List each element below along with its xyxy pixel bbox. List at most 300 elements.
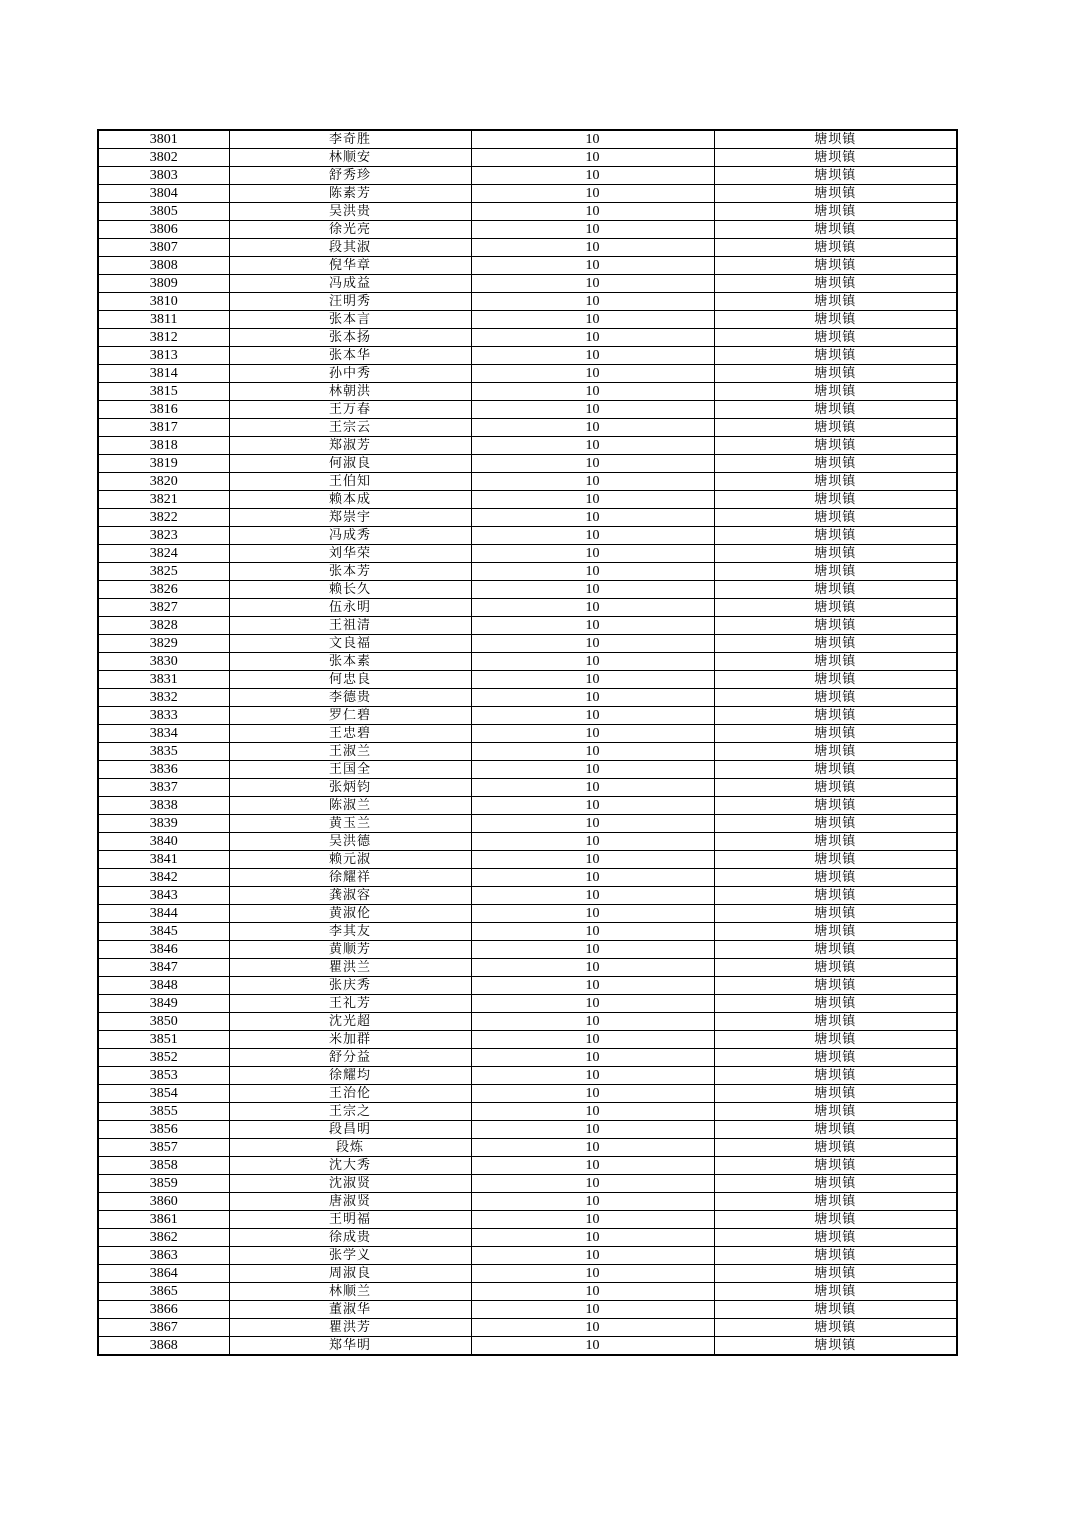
row-number-cell: 3833: [98, 707, 229, 725]
table-row: [98, 797, 957, 815]
person-name-cell: 沈大秀: [229, 1157, 471, 1175]
table-row: [98, 545, 957, 563]
amount-cell: 10: [471, 347, 714, 365]
table-row: [98, 509, 957, 527]
table-row: [98, 347, 957, 365]
town-name-cell: 塘坝镇: [714, 959, 957, 977]
town-name-cell: 塘坝镇: [714, 329, 957, 347]
row-number-cell: 3844: [98, 905, 229, 923]
amount-cell: 10: [471, 401, 714, 419]
table-row: [98, 1175, 957, 1193]
amount-cell: 10: [471, 941, 714, 959]
amount-cell: 10: [471, 185, 714, 203]
person-name-cell: 林顺兰: [229, 1283, 471, 1301]
town-name-cell: 塘坝镇: [714, 437, 957, 455]
town-name-cell: 塘坝镇: [714, 167, 957, 185]
table-row: [98, 941, 957, 959]
town-name-cell: 塘坝镇: [714, 1337, 957, 1356]
row-number-cell: 3866: [98, 1301, 229, 1319]
table-row: [98, 437, 957, 455]
town-name-cell: 塘坝镇: [714, 203, 957, 221]
table-row: [98, 167, 957, 185]
person-name-cell: 沈光超: [229, 1013, 471, 1031]
row-number-cell: 3814: [98, 365, 229, 383]
person-name-cell: 倪华章: [229, 257, 471, 275]
town-name-cell: 塘坝镇: [714, 1085, 957, 1103]
person-name-cell: 瞿洪兰: [229, 959, 471, 977]
row-number-cell: 3834: [98, 725, 229, 743]
town-name-cell: 塘坝镇: [714, 653, 957, 671]
town-name-cell: 塘坝镇: [714, 401, 957, 419]
person-name-cell: 王宗云: [229, 419, 471, 437]
row-number-cell: 3802: [98, 149, 229, 167]
amount-cell: 10: [471, 509, 714, 527]
table-row: [98, 1337, 957, 1356]
row-number-cell: 3805: [98, 203, 229, 221]
town-name-cell: 塘坝镇: [714, 1121, 957, 1139]
town-name-cell: 塘坝镇: [714, 1211, 957, 1229]
town-name-cell: 塘坝镇: [714, 1031, 957, 1049]
amount-cell: 10: [471, 743, 714, 761]
table-row: [98, 1085, 957, 1103]
amount-cell: 10: [471, 833, 714, 851]
person-name-cell: 王忠碧: [229, 725, 471, 743]
amount-cell: 10: [471, 563, 714, 581]
town-name-cell: 塘坝镇: [714, 563, 957, 581]
town-name-cell: 塘坝镇: [714, 851, 957, 869]
table-row: [98, 221, 957, 239]
person-name-cell: 黄顺芳: [229, 941, 471, 959]
person-name-cell: 董淑华: [229, 1301, 471, 1319]
amount-cell: 10: [471, 527, 714, 545]
table-row: [98, 419, 957, 437]
table-row: [98, 1103, 957, 1121]
table-row: [98, 1211, 957, 1229]
table-row: [98, 599, 957, 617]
amount-cell: 10: [471, 1049, 714, 1067]
table-row: [98, 401, 957, 419]
amount-cell: 10: [471, 1229, 714, 1247]
row-number-cell: 3823: [98, 527, 229, 545]
person-name-cell: 赖长久: [229, 581, 471, 599]
row-number-cell: 3827: [98, 599, 229, 617]
town-name-cell: 塘坝镇: [714, 473, 957, 491]
row-number-cell: 3830: [98, 653, 229, 671]
town-name-cell: 塘坝镇: [714, 761, 957, 779]
row-number-cell: 3813: [98, 347, 229, 365]
table-row: [98, 1301, 957, 1319]
person-name-cell: 郑华明: [229, 1337, 471, 1356]
row-number-cell: 3836: [98, 761, 229, 779]
amount-cell: 10: [471, 1301, 714, 1319]
person-name-cell: 孙中秀: [229, 365, 471, 383]
row-number-cell: 3815: [98, 383, 229, 401]
person-name-cell: 舒分益: [229, 1049, 471, 1067]
town-name-cell: 塘坝镇: [714, 275, 957, 293]
town-name-cell: 塘坝镇: [714, 293, 957, 311]
amount-cell: 10: [471, 293, 714, 311]
person-name-cell: 龚淑容: [229, 887, 471, 905]
amount-cell: 10: [471, 599, 714, 617]
person-name-cell: 段炼: [229, 1139, 471, 1157]
person-name-cell: 唐淑贤: [229, 1193, 471, 1211]
amount-cell: 10: [471, 221, 714, 239]
amount-cell: 10: [471, 203, 714, 221]
amount-cell: 10: [471, 851, 714, 869]
town-name-cell: 塘坝镇: [714, 617, 957, 635]
amount-cell: 10: [471, 995, 714, 1013]
person-name-cell: 李奇胜: [229, 130, 471, 149]
person-name-cell: 吴洪德: [229, 833, 471, 851]
row-number-cell: 3831: [98, 671, 229, 689]
town-name-cell: 塘坝镇: [714, 599, 957, 617]
town-name-cell: 塘坝镇: [714, 1049, 957, 1067]
row-number-cell: 3868: [98, 1337, 229, 1356]
table-row: [98, 527, 957, 545]
person-name-cell: 文良福: [229, 635, 471, 653]
amount-cell: 10: [471, 815, 714, 833]
person-name-cell: 冯成益: [229, 275, 471, 293]
town-name-cell: 塘坝镇: [714, 383, 957, 401]
person-name-cell: 王明福: [229, 1211, 471, 1229]
row-number-cell: 3807: [98, 239, 229, 257]
amount-cell: 10: [471, 1157, 714, 1175]
amount-cell: 10: [471, 1265, 714, 1283]
town-name-cell: 塘坝镇: [714, 779, 957, 797]
town-name-cell: 塘坝镇: [714, 1229, 957, 1247]
amount-cell: 10: [471, 635, 714, 653]
town-name-cell: 塘坝镇: [714, 149, 957, 167]
town-name-cell: 塘坝镇: [714, 419, 957, 437]
row-number-cell: 3811: [98, 311, 229, 329]
row-number-cell: 3856: [98, 1121, 229, 1139]
table-row: [98, 203, 957, 221]
row-number-cell: 3821: [98, 491, 229, 509]
table-row: [98, 1319, 957, 1337]
amount-cell: 10: [471, 1013, 714, 1031]
amount-cell: 10: [471, 257, 714, 275]
person-name-cell: 瞿洪芳: [229, 1319, 471, 1337]
row-number-cell: 3862: [98, 1229, 229, 1247]
table-row: [98, 779, 957, 797]
town-name-cell: 塘坝镇: [714, 527, 957, 545]
row-number-cell: 3819: [98, 455, 229, 473]
amount-cell: 10: [471, 779, 714, 797]
town-name-cell: 塘坝镇: [714, 977, 957, 995]
table-row: [98, 239, 957, 257]
town-name-cell: 塘坝镇: [714, 1067, 957, 1085]
town-name-cell: 塘坝镇: [714, 1157, 957, 1175]
table-row: [98, 1031, 957, 1049]
town-name-cell: 塘坝镇: [714, 869, 957, 887]
amount-cell: 10: [471, 167, 714, 185]
amount-cell: 10: [471, 1031, 714, 1049]
town-name-cell: 塘坝镇: [714, 1247, 957, 1265]
table-row: [98, 959, 957, 977]
table-row: [98, 743, 957, 761]
table-row: [98, 455, 957, 473]
row-number-cell: 3822: [98, 509, 229, 527]
amount-cell: 10: [471, 1283, 714, 1301]
person-name-cell: 汪明秀: [229, 293, 471, 311]
amount-cell: 10: [471, 1337, 714, 1356]
row-number-cell: 3843: [98, 887, 229, 905]
roster-table: [97, 129, 958, 1356]
town-name-cell: 塘坝镇: [714, 905, 957, 923]
amount-cell: 10: [471, 689, 714, 707]
row-number-cell: 3812: [98, 329, 229, 347]
row-number-cell: 3840: [98, 833, 229, 851]
amount-cell: 10: [471, 383, 714, 401]
row-number-cell: 3867: [98, 1319, 229, 1337]
row-number-cell: 3832: [98, 689, 229, 707]
town-name-cell: 塘坝镇: [714, 1283, 957, 1301]
person-name-cell: 张本言: [229, 311, 471, 329]
town-name-cell: 塘坝镇: [714, 1103, 957, 1121]
row-number-cell: 3804: [98, 185, 229, 203]
amount-cell: 10: [471, 1175, 714, 1193]
table-row: [98, 329, 957, 347]
amount-cell: 10: [471, 617, 714, 635]
table-row: [98, 689, 957, 707]
table-row: [98, 311, 957, 329]
row-number-cell: 3808: [98, 257, 229, 275]
amount-cell: 10: [471, 1121, 714, 1139]
person-name-cell: 段其淑: [229, 239, 471, 257]
amount-cell: 10: [471, 959, 714, 977]
row-number-cell: 3829: [98, 635, 229, 653]
row-number-cell: 3841: [98, 851, 229, 869]
table-row: [98, 383, 957, 401]
row-number-cell: 3861: [98, 1211, 229, 1229]
person-name-cell: 舒秀珍: [229, 167, 471, 185]
amount-cell: 10: [471, 905, 714, 923]
table-row: [98, 725, 957, 743]
person-name-cell: 刘华荣: [229, 545, 471, 563]
table-row: [98, 1193, 957, 1211]
amount-cell: 10: [471, 761, 714, 779]
person-name-cell: 冯成秀: [229, 527, 471, 545]
town-name-cell: 塘坝镇: [714, 347, 957, 365]
person-name-cell: 徐耀祥: [229, 869, 471, 887]
person-name-cell: 徐光亮: [229, 221, 471, 239]
amount-cell: 10: [471, 1319, 714, 1337]
town-name-cell: 塘坝镇: [714, 1013, 957, 1031]
town-name-cell: 塘坝镇: [714, 797, 957, 815]
table-row: [98, 149, 957, 167]
person-name-cell: 张学义: [229, 1247, 471, 1265]
table-row: [98, 563, 957, 581]
row-number-cell: 3818: [98, 437, 229, 455]
amount-cell: 10: [471, 1103, 714, 1121]
amount-cell: 10: [471, 977, 714, 995]
table-row: [98, 869, 957, 887]
person-name-cell: 郑崇宇: [229, 509, 471, 527]
town-name-cell: 塘坝镇: [714, 941, 957, 959]
amount-cell: 10: [471, 473, 714, 491]
table-row: [98, 1139, 957, 1157]
amount-cell: 10: [471, 707, 714, 725]
table-row: [98, 365, 957, 383]
person-name-cell: 王伯知: [229, 473, 471, 491]
town-name-cell: 塘坝镇: [714, 545, 957, 563]
table-row: [98, 815, 957, 833]
amount-cell: 10: [471, 365, 714, 383]
amount-cell: 10: [471, 725, 714, 743]
amount-cell: 10: [471, 887, 714, 905]
row-number-cell: 3809: [98, 275, 229, 293]
table-row: [98, 257, 957, 275]
row-number-cell: 3849: [98, 995, 229, 1013]
person-name-cell: 米加群: [229, 1031, 471, 1049]
person-name-cell: 周淑良: [229, 1265, 471, 1283]
person-name-cell: 沈淑贤: [229, 1175, 471, 1193]
row-number-cell: 3851: [98, 1031, 229, 1049]
person-name-cell: 张本芳: [229, 563, 471, 581]
amount-cell: 10: [471, 329, 714, 347]
row-number-cell: 3835: [98, 743, 229, 761]
table-row: [98, 761, 957, 779]
town-name-cell: 塘坝镇: [714, 725, 957, 743]
row-number-cell: 3864: [98, 1265, 229, 1283]
row-number-cell: 3855: [98, 1103, 229, 1121]
table-row: [98, 995, 957, 1013]
table-row: [98, 671, 957, 689]
person-name-cell: 林顺安: [229, 149, 471, 167]
row-number-cell: 3854: [98, 1085, 229, 1103]
person-name-cell: 张本华: [229, 347, 471, 365]
row-number-cell: 3857: [98, 1139, 229, 1157]
table-row: [98, 473, 957, 491]
table-row: [98, 635, 957, 653]
amount-cell: 10: [471, 797, 714, 815]
person-name-cell: 王万春: [229, 401, 471, 419]
person-name-cell: 赖本成: [229, 491, 471, 509]
town-name-cell: 塘坝镇: [714, 833, 957, 851]
town-name-cell: 塘坝镇: [714, 185, 957, 203]
town-name-cell: 塘坝镇: [714, 887, 957, 905]
table-row: [98, 1283, 957, 1301]
person-name-cell: 陈淑兰: [229, 797, 471, 815]
town-name-cell: 塘坝镇: [714, 743, 957, 761]
table-row: [98, 1049, 957, 1067]
table-row: [98, 833, 957, 851]
person-name-cell: 罗仁碧: [229, 707, 471, 725]
table-row: [98, 1013, 957, 1031]
amount-cell: 10: [471, 275, 714, 293]
table-row: [98, 581, 957, 599]
roster-table-body: [98, 130, 957, 1355]
amount-cell: 10: [471, 239, 714, 257]
person-name-cell: 张庆秀: [229, 977, 471, 995]
table-row: [98, 1121, 957, 1139]
amount-cell: 10: [471, 923, 714, 941]
person-name-cell: 张本素: [229, 653, 471, 671]
person-name-cell: 伍永明: [229, 599, 471, 617]
person-name-cell: 张本扬: [229, 329, 471, 347]
row-number-cell: 3801: [98, 130, 229, 149]
town-name-cell: 塘坝镇: [714, 707, 957, 725]
person-name-cell: 何忠良: [229, 671, 471, 689]
row-number-cell: 3848: [98, 977, 229, 995]
town-name-cell: 塘坝镇: [714, 635, 957, 653]
town-name-cell: 塘坝镇: [714, 509, 957, 527]
row-number-cell: 3828: [98, 617, 229, 635]
row-number-cell: 3853: [98, 1067, 229, 1085]
amount-cell: 10: [471, 671, 714, 689]
town-name-cell: 塘坝镇: [714, 923, 957, 941]
person-name-cell: 陈素芳: [229, 185, 471, 203]
town-name-cell: 塘坝镇: [714, 257, 957, 275]
row-number-cell: 3845: [98, 923, 229, 941]
row-number-cell: 3820: [98, 473, 229, 491]
amount-cell: 10: [471, 1067, 714, 1085]
town-name-cell: 塘坝镇: [714, 1193, 957, 1211]
amount-cell: 10: [471, 869, 714, 887]
person-name-cell: 王淑兰: [229, 743, 471, 761]
town-name-cell: 塘坝镇: [714, 1139, 957, 1157]
table-row: [98, 130, 957, 149]
amount-cell: 10: [471, 653, 714, 671]
person-name-cell: 郑淑芳: [229, 437, 471, 455]
row-number-cell: 3838: [98, 797, 229, 815]
amount-cell: 10: [471, 130, 714, 149]
town-name-cell: 塘坝镇: [714, 491, 957, 509]
amount-cell: 10: [471, 455, 714, 473]
person-name-cell: 王祖清: [229, 617, 471, 635]
row-number-cell: 3825: [98, 563, 229, 581]
town-name-cell: 塘坝镇: [714, 1301, 957, 1319]
row-number-cell: 3850: [98, 1013, 229, 1031]
person-name-cell: 段昌明: [229, 1121, 471, 1139]
amount-cell: 10: [471, 311, 714, 329]
amount-cell: 10: [471, 545, 714, 563]
town-name-cell: 塘坝镇: [714, 1319, 957, 1337]
person-name-cell: 黄淑伦: [229, 905, 471, 923]
town-name-cell: 塘坝镇: [714, 581, 957, 599]
table-row: [98, 707, 957, 725]
amount-cell: 10: [471, 1193, 714, 1211]
person-name-cell: 王治伦: [229, 1085, 471, 1103]
table-row: [98, 185, 957, 203]
row-number-cell: 3816: [98, 401, 229, 419]
row-number-cell: 3846: [98, 941, 229, 959]
row-number-cell: 3824: [98, 545, 229, 563]
person-name-cell: 王宗之: [229, 1103, 471, 1121]
town-name-cell: 塘坝镇: [714, 221, 957, 239]
amount-cell: 10: [471, 419, 714, 437]
table-row: [98, 491, 957, 509]
row-number-cell: 3865: [98, 1283, 229, 1301]
table-row: [98, 1157, 957, 1175]
table-row: [98, 275, 957, 293]
town-name-cell: 塘坝镇: [714, 671, 957, 689]
table-row: [98, 1067, 957, 1085]
person-name-cell: 徐耀均: [229, 1067, 471, 1085]
person-name-cell: 王国全: [229, 761, 471, 779]
town-name-cell: 塘坝镇: [714, 311, 957, 329]
town-name-cell: 塘坝镇: [714, 815, 957, 833]
person-name-cell: 李德贵: [229, 689, 471, 707]
table-row: [98, 1247, 957, 1265]
row-number-cell: 3860: [98, 1193, 229, 1211]
person-name-cell: 王礼芳: [229, 995, 471, 1013]
amount-cell: 10: [471, 1139, 714, 1157]
town-name-cell: 塘坝镇: [714, 365, 957, 383]
table-row: [98, 923, 957, 941]
row-number-cell: 3803: [98, 167, 229, 185]
town-name-cell: 塘坝镇: [714, 995, 957, 1013]
